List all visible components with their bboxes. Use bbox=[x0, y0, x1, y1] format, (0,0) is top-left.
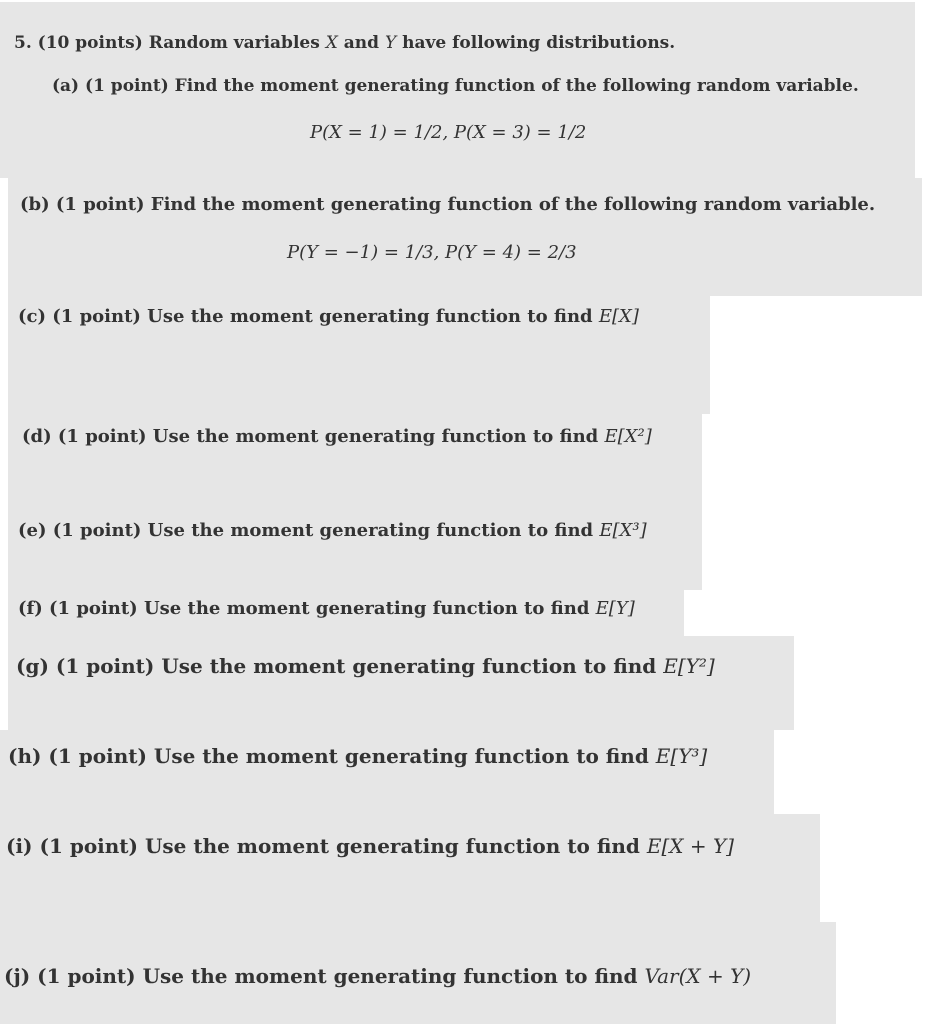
part-i-expr: E[X + Y] bbox=[646, 834, 734, 858]
part-h bbox=[8, 744, 707, 768]
header-mid: and bbox=[337, 33, 385, 53]
part-c-expr: E[X] bbox=[598, 306, 639, 327]
header-pre: 5. (10 points) Random variables bbox=[14, 33, 326, 53]
part-e bbox=[18, 520, 647, 541]
part-c-text: (c) (1 point) Use the moment generating function to find bbox=[18, 306, 599, 327]
part-d-expr: E[X²] bbox=[604, 426, 652, 447]
part-g-text: (g) (1 point) Use the moment generating function to find bbox=[16, 654, 664, 678]
panel-i bbox=[0, 814, 820, 922]
part-d-text: (d) (1 point) Use the moment generating function to find bbox=[22, 426, 605, 447]
part-g-expr: E[Y²] bbox=[663, 654, 715, 678]
part-h-expr: E[Y³] bbox=[655, 744, 708, 768]
part-e-expr: E[X³] bbox=[599, 520, 647, 541]
part-f-expr: E[Y] bbox=[595, 598, 635, 619]
header-var-y: Y bbox=[384, 33, 397, 53]
header-var-x: X bbox=[325, 33, 338, 53]
part-e-text: (e) (1 point) Use the moment generating function to find bbox=[18, 520, 600, 541]
part-i bbox=[6, 834, 734, 858]
problem-header bbox=[14, 33, 675, 53]
part-j-text: (j) (1 point) Use the moment generating function to find bbox=[4, 964, 645, 988]
part-d bbox=[22, 426, 652, 447]
part-a-formula: P(X = 1) = 1/2, P(X = 3) = 1/2 bbox=[310, 122, 587, 143]
part-g bbox=[16, 654, 715, 678]
part-b-label: (b) (1 point) Find the moment generating function of the following random variable. bbox=[20, 194, 876, 215]
part-a-label: (a) (1 point) Find the moment generating function of the following random variable. bbox=[52, 76, 859, 96]
part-h-text: (h) (1 point) Use the moment generating function to find bbox=[8, 744, 656, 768]
part-j-expr: Var(X + Y) bbox=[644, 964, 752, 988]
part-f bbox=[18, 598, 635, 619]
panel-g bbox=[8, 636, 794, 730]
panel-h bbox=[0, 730, 774, 814]
part-b-formula: P(Y = −1) = 1/3, P(Y = 4) = 2/3 bbox=[287, 242, 577, 263]
part-c bbox=[18, 306, 639, 327]
part-f-text: (f) (1 point) Use the moment generating function to find bbox=[18, 598, 596, 619]
header-post: have following distributions. bbox=[396, 33, 676, 53]
panel-e bbox=[8, 498, 702, 590]
part-i-text: (i) (1 point) Use the moment generating function to find bbox=[6, 834, 647, 858]
part-j bbox=[4, 964, 751, 988]
